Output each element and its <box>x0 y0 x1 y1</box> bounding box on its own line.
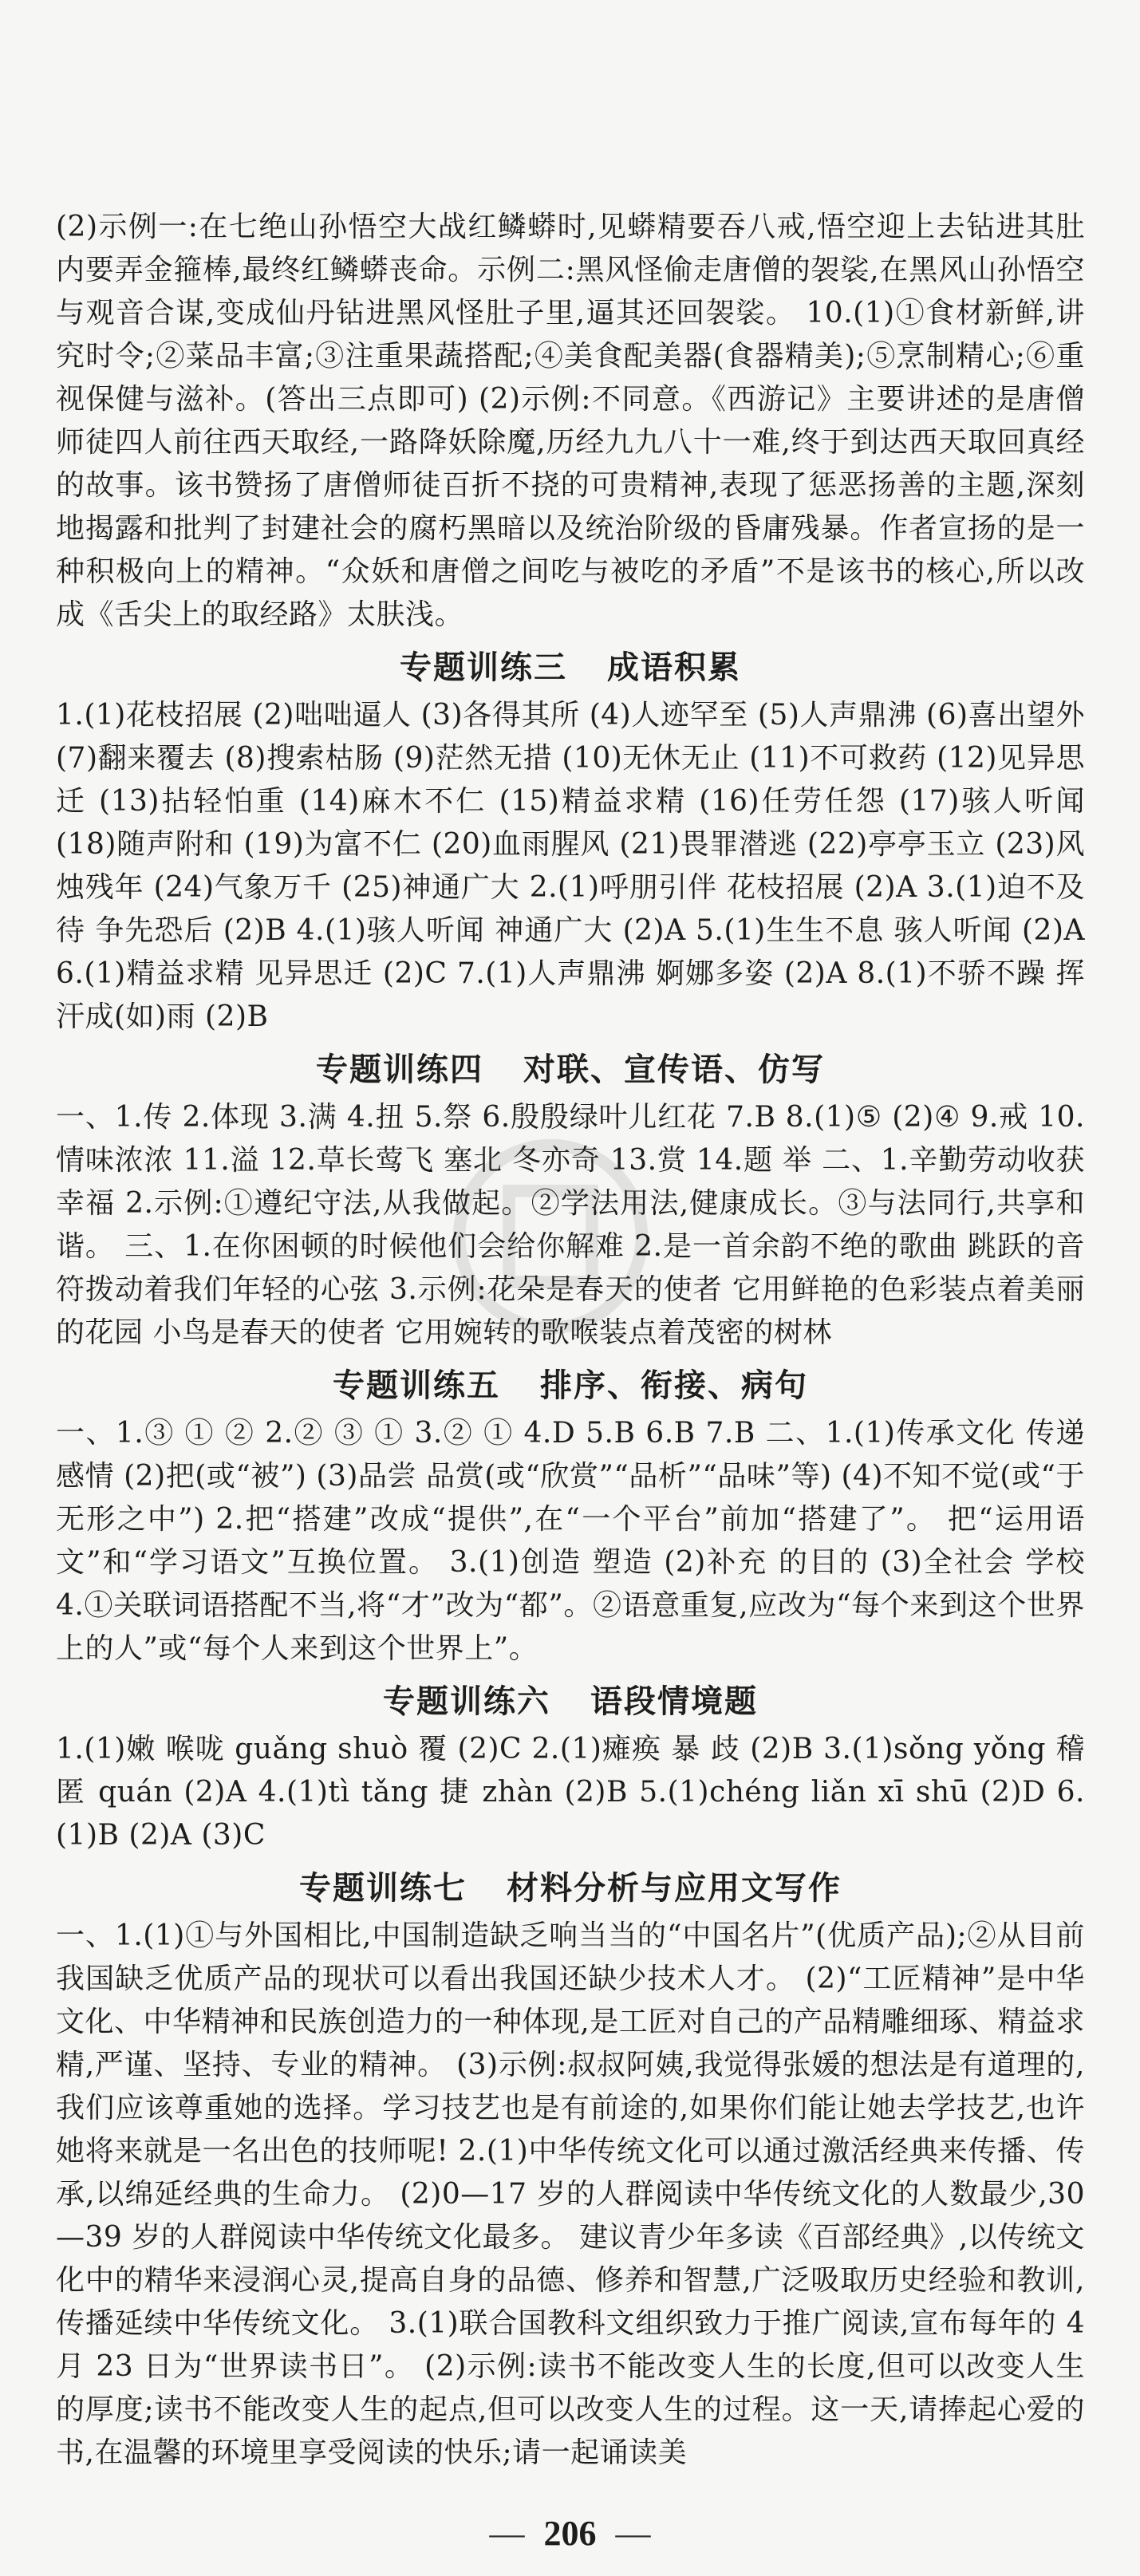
section-title-sub: 材料分析与应用文写作 <box>507 1869 842 1907</box>
section-body: 一、1.③ ① ② 2.② ③ ① 3.② ① 4.D 5.B 6.B 7.B 二、1.(1)传承文化 传递感情 (2)把(或“被”) (3)品尝 品赏(或“欣赏”“品析”“品味”等) (4)不知不觉(或“于无形之中”) 2.把“搭建”改成“提供”,在“一个平台”前加“搭建了”。 把“运用语文”和“学习语文”互换位置。 3.(1)创造 塑造 (2)补充 的目的 (3)全社会 学校 4.①关联词语搭配不当,将“才”改为“都”。②语意重复,应改为“每个来到这个世界上的人”或“每个人来到这个世界上”。 <box>56 1417 1085 1665</box>
section-title <box>56 1864 1085 1913</box>
page-footer <box>0 2513 1140 2554</box>
intro-paragraph: (2)示例一:在七绝山孙悟空大战红鳞蟒时,见蟒精要吞八戒,悟空迎上去钻进其肚内要弄金箍棒,最终红鳞蟒丧命。示例二:黑风怪偷走唐僧的袈裟,在黑风山孙悟空与观音合谋,变成仙丹钻进黑风怪肚子里,逼其还回袈裟。 10.(1)①食材新鲜,讲究时令;②菜品丰富;③注重果蔬搭配;④美食配美器(食器精美);⑤烹制精心;⑥重视保健与滋补。(答出三点即可) (2)示例:不同意。《西游记》主要讲述的是唐僧师徒四人前往西天取经,一路降妖除魔,历经九九八十一难,终于到达西天取回真经的故事。该书赞扬了唐僧师徒百折不挠的可贵精神,表现了惩恶扬善的主题,深刻地揭露和批判了封建社会的腐朽黑暗以及统治阶级的昏庸残暴。作者宣扬的是一种积极向上的精神。“众妖和唐僧之间吃与被吃的矛盾”不是该书的核心,所以改成《舌尖上的取经路》太肤浅。 <box>56 211 1085 631</box>
section-6 <box>56 1677 1085 1857</box>
section-title-sub: 对联、宣传语、仿写 <box>523 1051 825 1088</box>
section-title-main: 专题训练七 <box>299 1869 467 1907</box>
section-body: 一、1.(1)①与外国相比,中国制造缺乏响当当的“中国名片”(优质产品);②从目前我国缺乏优质产品的现状可以看出我国还缺少技术人才。 (2)“工匠精神”是中华文化、中华精神和民族创造力的一种体现,是工匠对自己的产品精雕细琢、精益求精,严谨、坚持、专业的精神。 (3)示例:叔叔阿姨,我觉得张媛的想法是有道理的,我们应该尊重她的选择。学习技艺也是有前途的,如果你们能让她去学技艺,也许她将来就是一名出色的技师呢! 2.(1)中华传统文化可以通过激活经典来传播、传承,以绵延经典的生命力。 (2)0—17 岁的人群阅读中华传统文化的人数最少,30—39 岁的人群阅读中华传统文化最多。 建议青少年多读《百部经典》,以传统文化中的精华来浸润心灵,提高自身的品德、修养和智慧,广泛吸取历史经验和教训,传播延续中华传统文化。 3.(1)联合国教科文组织致力于推广阅读,宣布每年的 4 月 23 日为“世界读书日”。 (2)示例:读书不能改变人生的长度,但可以改变人生的厚度;读书不能改变人生的起点,但可以改变人生的过程。这一天,请捧起心爱的书,在温馨的环境里享受阅读的快乐;请一起诵读美 <box>56 1919 1085 2469</box>
section-3 <box>56 643 1085 1039</box>
section-title-main: 专题训练六 <box>383 1682 550 1720</box>
section-title <box>56 1361 1085 1410</box>
section-body: 1.(1)嫩 喉咙 guǎng shuò 覆 (2)C 2.(1)瘫痪 暴 歧 (2)B 3.(1)sǒng yǒng 稽 匿 quán (2)A 4.(1)tì tǎng 捷 zhàn (2)B 5.(1)chéng liǎn xī shū (2)D 6.(1)B (2)A (3)C <box>56 1733 1085 1852</box>
section-body: 一、1.传 2.体现 3.满 4.扭 5.祭 6.殷殷绿叶儿红花 7.B 8.(1)⑤ (2)④ 9.戒 10.情味浓浓 11.溢 12.草长莺飞 塞北 冬亦奇 13.赏 14.题 举 二、1.辛勤劳动收获幸福 2.示例:①遵纪守法,从我做起。②学法用法,健康成长。③与法同行,共享和谐。 三、1.在你困顿的时候他们会给你解难 2.是一首余韵不绝的歌曲 跳跃的音符拨动着我们年轻的心弦 3.示例:花朵是春天的使者 它用鲜艳的色彩装点着美丽的花园 小鸟是春天的使者 它用婉转的歌喉装点着茂密的树林 <box>56 1101 1085 1349</box>
section-title-main: 专题训练五 <box>333 1367 500 1404</box>
section-5 <box>56 1361 1085 1671</box>
section-title-main: 专题训练四 <box>316 1051 483 1088</box>
footer-rule-left: — <box>489 2514 525 2553</box>
section-title <box>56 1677 1085 1726</box>
page-number: 206 <box>543 2514 597 2553</box>
section-title-sub: 语段情境题 <box>590 1682 758 1720</box>
section-title-sub: 排序、衔接、病句 <box>540 1367 808 1404</box>
section-7 <box>56 1864 1085 2475</box>
footer-rule-right: — <box>615 2514 651 2553</box>
page-content <box>56 206 1085 2475</box>
section-title-sub: 成语积累 <box>607 649 741 686</box>
section-title <box>56 643 1085 692</box>
section-body: 1.(1)花枝招展 (2)咄咄逼人 (3)各得其所 (4)人迹罕至 (5)人声鼎沸 (6)喜出望外 (7)翻来覆去 (8)搜索枯肠 (9)茫然无措 (10)无休无止 (11)不可救药 (12)见异思迁 (13)拈轻怕重 (14)麻木不仁 (15)精益求精 (16)任劳任怨 (17)骇人听闻 (18)随声附和 (19)为富不仁 (20)血雨腥风 (21)畏罪潜逃 (22)亭亭玉立 (23)风烛残年 (24)气象万千 (25)神通广大 2.(1)呼朋引伴 花枝招展 (2)A 3.(1)迫不及待 争先恐后 (2)B 4.(1)骇人听闻 神通广大 (2)A 5.(1)生生不息 骇人听闻 (2)A 6.(1)精益求精 见异思迁 (2)C 7.(1)人声鼎沸 婀娜多姿 (2)A 8.(1)不骄不躁 挥汗成(如)雨 (2)B <box>56 699 1085 1033</box>
section-title-main: 专题训练三 <box>400 649 567 686</box>
section-4 <box>56 1045 1085 1355</box>
section-title <box>56 1045 1085 1095</box>
